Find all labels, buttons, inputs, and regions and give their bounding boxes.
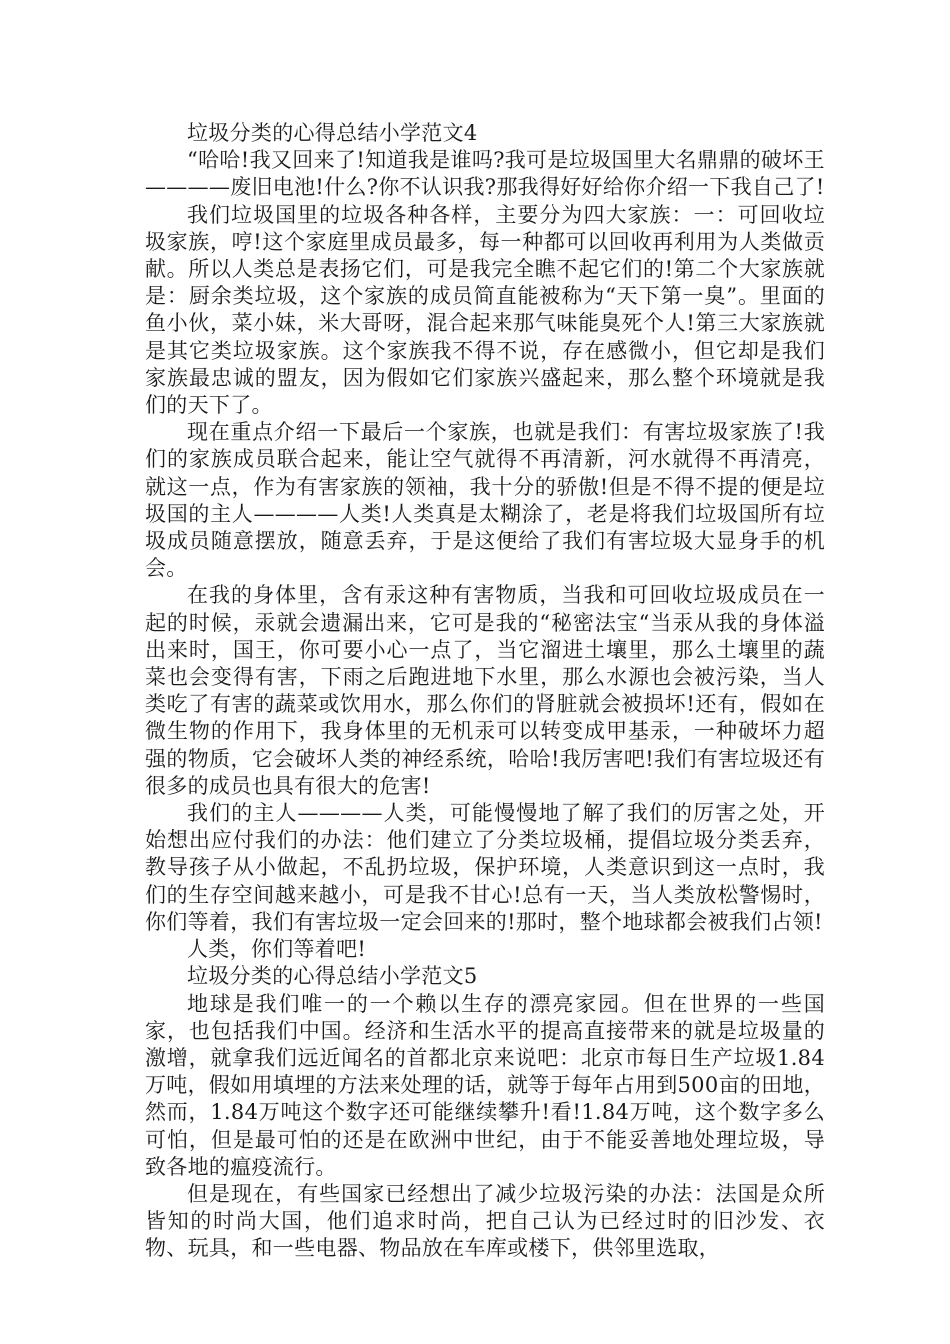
paragraph: 地球是我们唯一的一个赖以生存的漂亮家园。但在世界的一些国家，也包括我们中国。经济和生活水平的提高直接带来的就是垃圾量的激增，就拿我们远近闻名的首都北京来说吧：北京市每日生产垃圾1.84万吨，假如用填埋的方法来处理的话，就等于每年占用到500亩的田地，然而，1.84万吨这个数字还可能继续攀升!看!1.84万吨，这个数字多么可怕，但是最可怕的还是在欧洲中世纪，由于不能妥善地处理垃圾，导致各地的瘟疫流行。 bbox=[145, 991, 825, 1179]
section-heading-5: 垃圾分类的心得总结小学范文5 bbox=[187, 964, 478, 989]
section-heading-4: 垃圾分类的心得总结小学范文4 bbox=[187, 121, 478, 145]
paragraph: 我们的主人————人类，可能慢慢地了解了我们的厉害之处，开始想出应付我们的办法：他们建立了分类垃圾桶，提倡垃圾分类丢弃，教导孩子从小做起，不乱扔垃圾，保护环境，人类意识到这一点时，我们的生存空间越来越小，可是我不甘心!总有一天，当人类放松警惕时，你们等着，我们有害垃圾一定会回来的!那时，整个地球都会被我们占领! bbox=[145, 801, 825, 934]
paragraph: 现在重点介绍一下最后一个家族，也就是我们：有害垃圾家族了!我们的家族成员联合起来，能让空气就得不再清新，河水就得不再清亮，就这一点，作为有害家族的领袖，我十分的骄傲!但是不得不提的便是垃圾国的主人————人类!人类真是太糊涂了，老是将我们垃圾国所有垃圾成员随意摆放，随意丢弃，于是这便给了我们有害垃圾大显身手的机会。 bbox=[145, 420, 825, 581]
paragraph: 在我的身体里，含有汞这种有害物质，当我和可回收垃圾成员在一起的时候，汞就会遗漏出来，它可是我的“秘密法宝“当汞从我的身体溢出来时，国王，你可要小心一点了，当它溜进土壤里，那么土壤里的蔬菜也会变得有害，下雨之后跑进地下水里，那么水源也会被污染，当人类吃了有害的蔬菜或饮用水，那么你们的肾脏就会被损坏!还有，假如在微生物的作用下，我身体里的无机汞可以转变成甲基汞，一种破坏力超强的物质，它会破坏人类的神经系统，哈哈!我厉害吧!我们有害垃圾还有很多的成员也具有很大的危害! bbox=[145, 583, 825, 798]
paragraph: 人类，你们等着吧! bbox=[187, 937, 367, 962]
paragraph: 我们垃圾国里的垃圾各种各样，主要分为四大家族：一：可回收垃圾家族，哼!这个家庭里成员最多，每一种都可以回收再利用为人类做贡献。所以人类总是表扬它们，可是我完全瞧不起它们的!第二个大家族就是：厨余类垃圾，这个家族的成员简直能被称为“天下第一臭”。里面的鱼小伙，菜小妹，米大哥呀，混合起来那气味能臭死个人!第三大家族就是其它类垃圾家族。这个家族我不得不说，存在感微小，但它却是我们家族最忠诚的盟友，因为假如它们家族兴盛起来，那么整个环境就是我们的天下了。 bbox=[145, 202, 825, 418]
document-body bbox=[145, 120, 825, 1263]
paragraph: “哈哈!我又回来了!知道我是谁吗?我可是垃圾国里大名鼎鼎的破坏王————废旧电池!什么?你不认识我?那我得好好给你介绍一下我自己了! bbox=[145, 148, 825, 200]
paragraph: 但是现在，有些国家已经想出了减少垃圾污染的办法：法国是众所皆知的时尚大国，他们追求时尚，把自己认为已经过时的旧沙发、衣物、玩具，和一些电器、物品放在车库或楼下，供邻里选取， bbox=[145, 1181, 825, 1261]
